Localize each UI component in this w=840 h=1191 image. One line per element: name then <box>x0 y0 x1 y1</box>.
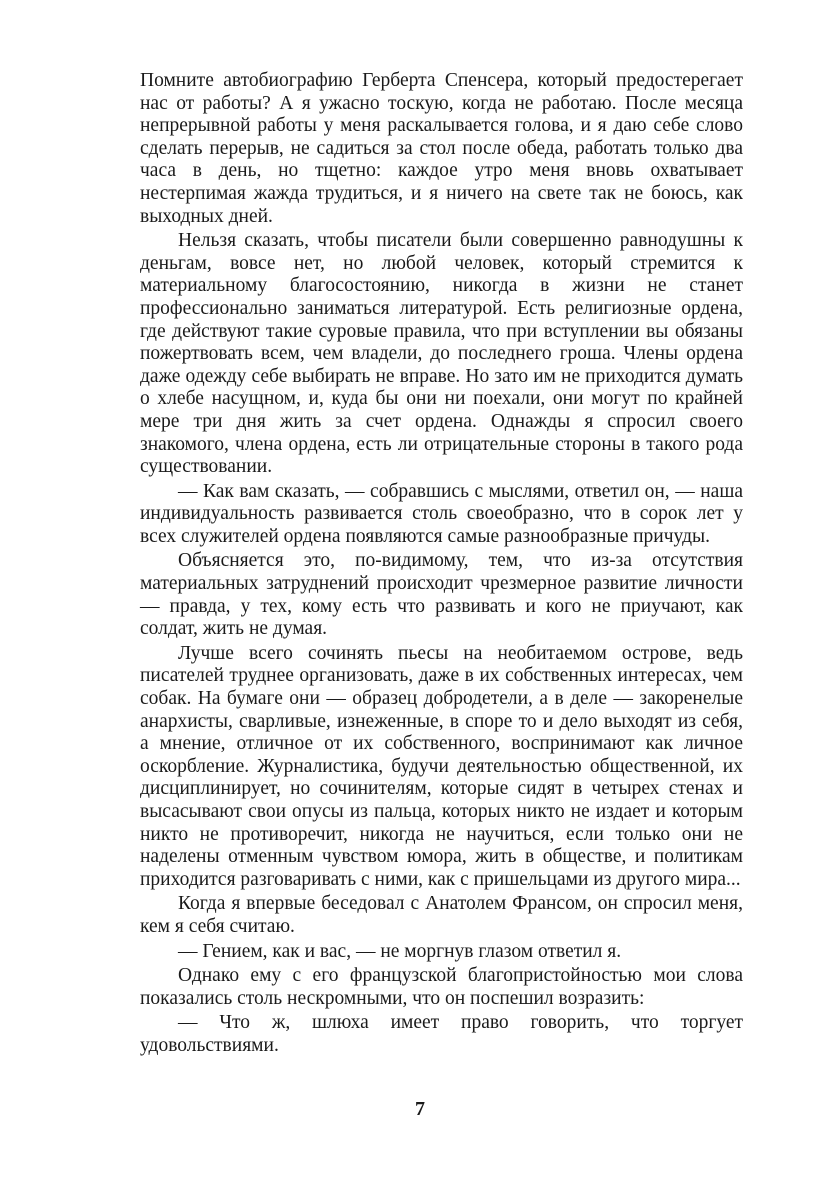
book-page-text <box>140 70 743 1060</box>
paragraph-writers-money: Нельзя сказать, чтобы писатели были совершенно равнодушны к деньгам, вовсе нет, но любой человек, который стремится к материальному благосостоянию, никогда в жизни не станет профессионально заниматься литературой. Есть религиозные ордена, где действуют такие суровые правила, что при вступлении вы обязаны пожертвовать всем, чем владели, до последнего гроша. Члены ордена даже одежду себе выбирать не вправе. Но зато им не приходится думать о хлебе насущном, и, куда бы они ни поехали, они могут по крайней мере три дня жить за счет ордена. Однажды я спросил своего знакомого, члена ордена, есть ли отрицательные стороны в такого рода существовании. <box>140 230 743 478</box>
paragraph-objection: Однако ему с его французской благопристойностью мои слова показались столь нескромными, что он поспешил возразить: <box>140 965 743 1009</box>
paragraph-genius-reply: — Гением, как и вас, — не моргнув глазом ответил я. <box>178 940 622 962</box>
paragraph-explanation: Объясняется это, по-видимому, тем, что из-за отсутствия материальных затруднений происходит чрезмерное развитие личности — правда, у тех, кому есть что развивать и кого не приучают, как солдат, жить не думая. <box>140 550 743 640</box>
paragraph-spencer: Помните автобиографию Герберта Спенсера, который предостерегает нас от работы? А я ужасно тоскую, когда не работаю. После месяца непрерывной работы у меня раскалывается голова, и я даю себе слово сделать перерыв, не садиться за стол после обеда, работать только два часа в день, но тщетно: каждое утро меня вновь охватывает нестерпимая жажда трудиться, и я ничего на свете так не боюсь, как выходных дней. <box>140 70 743 227</box>
page-number: 7 <box>415 1098 425 1120</box>
paragraph-desert-island: Лучше всего сочинять пьесы на необитаемом острове, ведь писателей труднее организовать, даже в их собственных интересах, чем собак. На бумаге они — образец добродетели, а в деле — закоренелые анархисты, сварливые, изнеженные, в споре то и дело выходят из себя, а мнение, отличное от их собственного, воспринимают как личное оскорбление. Журналистика, будучи деятельностью общественной, их дисциплинирует, но сочинителям, которые сидят в четырех стенах и высасывают свои опусы из пальца, которых никто не издает и которым никто не противоречит, никогда не научиться, если только они не наделены отменным чувством юмора, жить в обществе, и политикам приходится разговаривать с ними, как с пришельцами из другого мира... <box>140 642 743 890</box>
paragraph-final-retort: — Что ж, шлюха имеет право говорить, что торгует удовольствиями. <box>140 1012 743 1056</box>
paragraph-order-member-reply: — Как вам сказать, — собравшись с мыслями, ответил он, — наша индивидуальность развивается столь своеобразно, что в сорок лет у всех служителей ордена появляются самые разнообразные причуды. <box>140 480 743 547</box>
paragraph-anatole-france: Когда я впервые беседовал с Анатолем Франсом, он спросил меня, кем я себя считаю. <box>140 893 743 937</box>
